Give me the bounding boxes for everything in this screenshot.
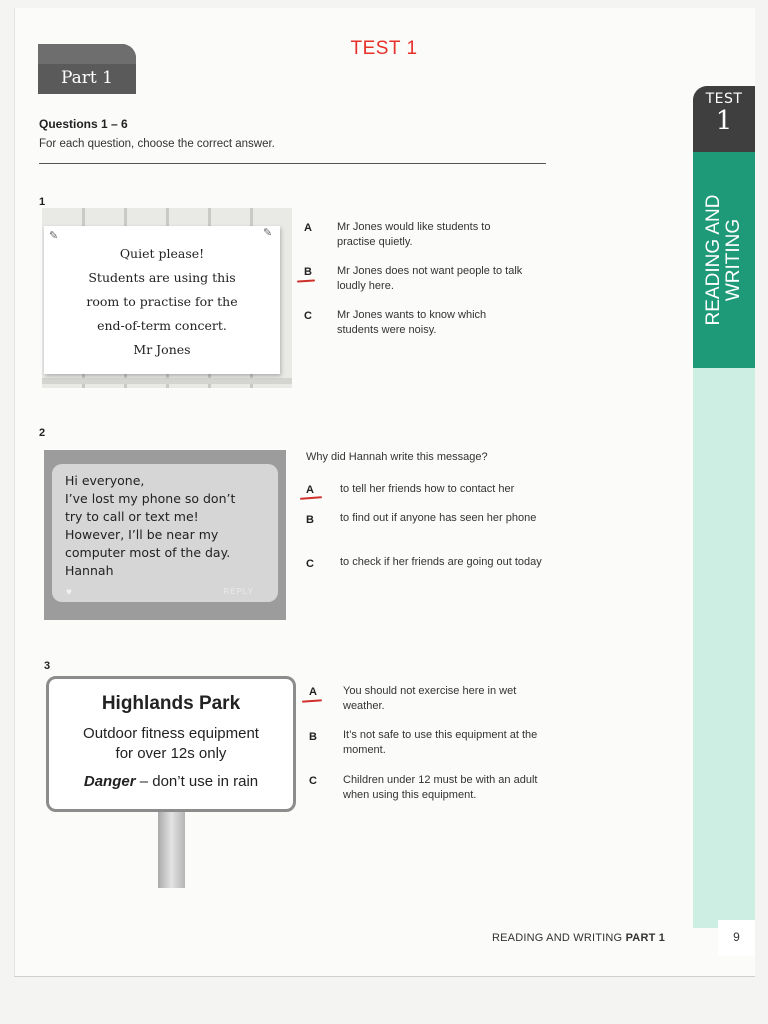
sign-danger-rest: – don’t use in rain — [135, 773, 259, 790]
sign-title: Highlands Park — [101, 693, 241, 714]
question-number-1: 1 — [39, 196, 46, 208]
test-title: TEST 1 — [350, 38, 418, 59]
notice-line: room to practise for the — [86, 294, 238, 309]
instruction-text: For each question, choose the correct answer. — [39, 138, 275, 150]
side-section-tab — [693, 152, 755, 368]
option-letter-1a[interactable]: A — [304, 222, 312, 234]
option-text-1b[interactable]: Mr Jones does not want people to talk loudly here. — [337, 265, 523, 292]
message-line: computer most of the day. — [65, 545, 231, 560]
park-sign — [46, 676, 296, 812]
option-text-3c[interactable]: Children under 12 must be with an adult when using this equipment. — [343, 774, 538, 801]
quiet-notice — [44, 226, 280, 374]
footer-part: PART 1 — [625, 932, 666, 944]
message-bubble — [52, 464, 278, 602]
page-footer — [492, 932, 665, 944]
message-line: Hi everyone, — [65, 473, 145, 488]
notice-line: Students are using this — [88, 270, 236, 285]
message-line: I’ve lost my phone so don’t — [65, 491, 236, 506]
divider — [39, 163, 546, 164]
side-section-line1: READING AND — [703, 194, 724, 326]
option-text-1a[interactable]: Mr Jones would like students to practise quietly. — [337, 221, 491, 248]
option-letter-3c[interactable]: C — [309, 775, 317, 787]
question-number-3: 3 — [44, 660, 51, 672]
option-letter-2c[interactable]: C — [306, 558, 314, 570]
message-line: Hannah — [65, 563, 114, 578]
sign-post — [158, 812, 185, 888]
option-text-3b[interactable]: It’s not safe to use this equipment at the moment. — [343, 729, 538, 756]
reply-button[interactable]: REPLY — [223, 587, 254, 596]
pin-icon: ✎ — [49, 230, 59, 242]
option-text-2a[interactable]: to tell her friends how to contact her — [340, 483, 515, 495]
sign-danger: Danger — [83, 773, 136, 790]
question-number-2: 2 — [39, 427, 46, 439]
side-test-tab — [693, 86, 755, 152]
message-line: try to call or text me! — [65, 509, 199, 524]
side-section-line2: WRITING — [723, 218, 744, 302]
option-letter-3a[interactable]: A — [309, 686, 317, 698]
option-letter-1c[interactable]: C — [304, 310, 312, 322]
pin-icon: ✎ — [263, 227, 273, 239]
page-number: 9 — [733, 930, 740, 944]
questions-heading: Questions 1 – 6 — [39, 117, 128, 131]
message-line: However, I’ll be near my — [65, 527, 219, 542]
part-tab — [38, 44, 136, 94]
notice-line: end-of-term concert. — [97, 318, 227, 333]
option-text-1c[interactable]: Mr Jones wants to know which students were noisy. — [337, 309, 487, 336]
part-label: Part 1 — [61, 68, 113, 88]
heart-icon[interactable]: ♥ — [66, 587, 72, 598]
option-text-2c[interactable]: to check if her friends are going out today — [340, 556, 542, 568]
option-letter-2a[interactable]: A — [306, 484, 314, 496]
question-text-2: Why did Hannah write this message? — [306, 451, 488, 463]
option-letter-1b[interactable]: B — [304, 266, 312, 278]
option-text-3a[interactable]: You should not exercise here in wet weather. — [343, 685, 517, 712]
option-letter-2b[interactable]: B — [306, 514, 314, 526]
footer-section: READING AND WRITING — [492, 932, 623, 944]
sign-line: for over 12s only — [115, 745, 227, 762]
page-number-box — [718, 920, 755, 956]
side-light-strip — [693, 368, 755, 928]
sign-line: Outdoor fitness equipment — [83, 725, 259, 742]
option-letter-3b[interactable]: B — [309, 731, 317, 743]
side-test-number: 1 — [715, 106, 733, 136]
notice-line: Quiet please! — [119, 246, 205, 261]
side-test-label: TEST — [705, 91, 743, 107]
option-text-2b[interactable]: to find out if anyone has seen her phone — [340, 512, 537, 524]
notice-line: Mr Jones — [133, 342, 191, 357]
